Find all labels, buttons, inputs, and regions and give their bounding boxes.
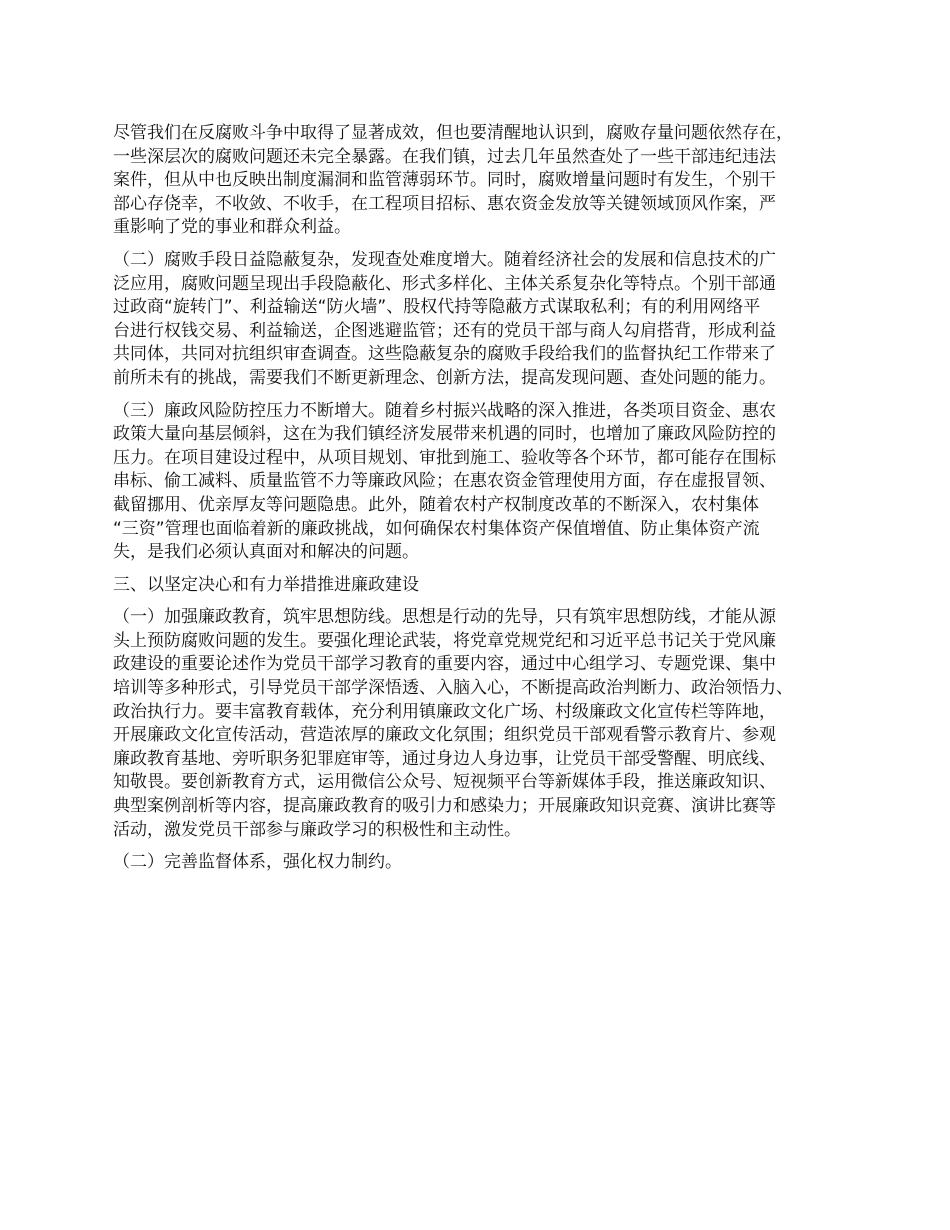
text-line: 尽管我们在反腐败斗争中取得了显著成效，但也要清醒地认识到，腐败存量问题依然存在，: [113, 123, 793, 143]
text-line: 串标、偷工减料、质量监管不力等廉政风险；在惠农资金管理使用方面，存在虚报冒领、: [113, 471, 776, 492]
text-line: （二）腐败手段日益隐蔽复杂，发现查处难度增大。随着经济社会的发展和信息技术的广: [113, 249, 776, 270]
text-line: 台进行权钱交易、利益输送，企图逃避监管；还有的党员干部与商人勾肩搭背，形成利益: [113, 320, 776, 341]
text-line: 政治执行力。要丰富教育载体，充分利用镇廉政文化广场、村级廉政文化宣传栏等阵地，: [113, 701, 776, 722]
text-line: 前所未有的挑战，需要我们不断更新理念、创新方法，提高发现问题、查处问题的能力。: [113, 367, 776, 388]
text-line: （二）完善监督体系，强化权力制约。: [113, 852, 402, 873]
section-heading-3: [113, 574, 855, 598]
text-line: 培训等多种形式，引导党员干部学深悟透、入脑入心，不断提高政治判断力、政治领悟力、: [113, 678, 793, 699]
paragraph-risk-control: [113, 400, 855, 565]
text-line: 泛应用，腐败问题呈现出手段隐蔽化、形式多样化、主体关系复杂化等特点。个别干部通: [113, 273, 776, 294]
paragraph-hidden-corruption: [113, 249, 855, 391]
text-line: 压力。在项目建设过程中，从项目规划、审批到施工、验收等各个环节，都可能存在围标: [113, 447, 776, 468]
text-line: 共同体，共同对抗组织审查调查。这些隐蔽复杂的腐败手段给我们的监督执纪工作带来了: [113, 344, 776, 365]
text-line: （三）廉政风险防控压力不断增大。随着乡村振兴战略的深入推进，各类项目资金、惠农: [113, 400, 776, 421]
text-line: “三资”管理也面临着新的廉政挑战，如何确保农村集体资产保值增值、防止集体资产流: [113, 518, 760, 539]
text-line: 部心存侥幸，不收敛、不收手，在工程项目招标、惠农资金发放等关键领域顶风作案，严: [113, 193, 776, 214]
text-line: 三、以坚定决心和有力举措推进廉政建设: [113, 574, 419, 595]
paragraph-supervision-heading: [113, 851, 855, 875]
text-line: 案件，但从中也反映出制度漏洞和监管薄弱环节。同时，腐败增量问题时有发生，个别干: [113, 170, 776, 191]
document-page: [113, 122, 855, 884]
text-line: 过政商“旋转门”、利益输送“防火墙”、股权代持等隐蔽方式谋取私利；有的利用网络平: [113, 297, 761, 318]
text-line: 失，是我们必须认真面对和解决的问题。: [113, 542, 419, 563]
text-line: 政建设的重要论述作为党员干部学习教育的重要内容，通过中心组学习、专题党课、集中: [113, 654, 776, 675]
text-line: 活动，激发党员干部参与廉政学习的积极性和主动性。: [113, 819, 521, 840]
text-line: 典型案例剖析等内容，提高廉政教育的吸引力和感染力；开展廉政知识竞赛、演讲比赛等: [113, 796, 776, 817]
paragraph-education: [113, 606, 855, 842]
text-line: 政策大量向基层倾斜，这在为我们镇经济发展带来机遇的同时，也增加了廉政风险防控的: [113, 424, 776, 445]
text-line: 头上预防腐败问题的发生。要强化理论武装，将党章党规党纪和习近平总书记关于党风廉: [113, 630, 776, 651]
paragraph-corruption-stock: [113, 122, 855, 240]
text-line: （一）加强廉政教育，筑牢思想防线。思想是行动的先导，只有筑牢思想防线，才能从源: [113, 607, 776, 628]
text-line: 廉政教育基地、旁听职务犯罪庭审等，通过身边人身边事，让党员干部受警醒、明底线、: [113, 748, 776, 769]
text-line: 重影响了党的事业和群众利益。: [113, 217, 351, 238]
text-line: 截留挪用、优亲厚友等问题隐患。此外，随着农村产权制度改革的不断深入，农村集体: [113, 494, 759, 515]
text-line: 开展廉政文化宣传活动，营造浓厚的廉政文化氛围；组织党员干部观看警示教育片、参观: [113, 725, 776, 746]
text-line: 一些深层次的腐败问题还未完全暴露。在我们镇，过去几年虽然查处了一些干部违纪违法: [113, 146, 776, 167]
text-line: 知敬畏。要创新教育方式，运用微信公众号、短视频平台等新媒体手段，推送廉政知识、: [113, 772, 776, 793]
